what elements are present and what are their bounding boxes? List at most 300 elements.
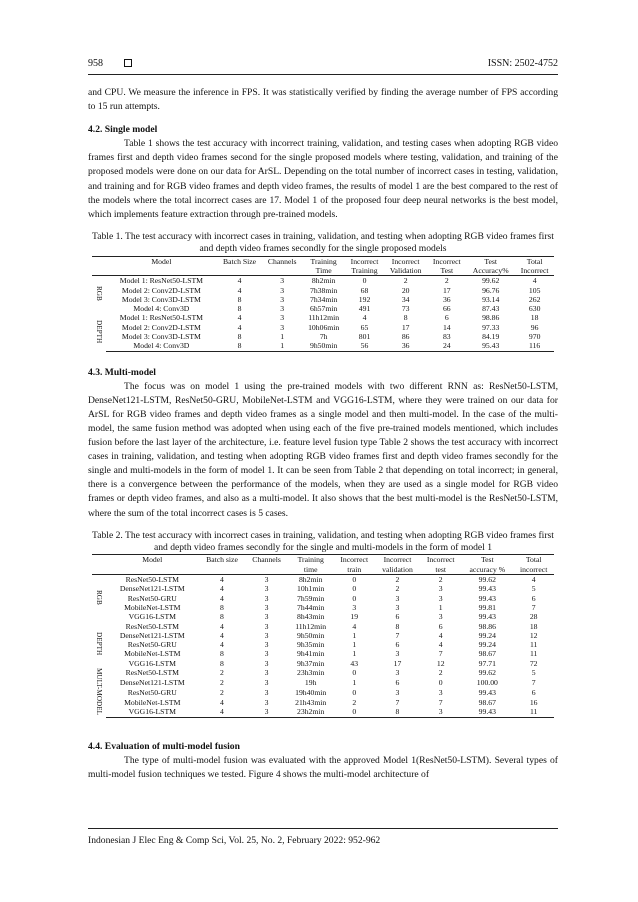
table-cell: 17	[442, 285, 451, 295]
table-cell: 2	[220, 687, 224, 697]
section-4-2-paragraph: Table 1 shows the test accuracy with incorrect training, validation, and testing cases when adopting RGB video frames first and depth video frames second for the single proposed models where testing, validation, and training of the proposed models were done on our data for ArSL. Depending on the total number of incorrect cases in testing, validation, and training and for RGB video frames and depth video frames, the results of model 1 are the best compared to the rest of the models where the total incorrect cases are 17. Model 1 of the proposed four deep neural networks is the best model, which implements feature extraction through pre-trained models.	[88, 138, 558, 220]
group-label-cell	[92, 276, 106, 314]
column-header	[106, 565, 199, 575]
table-cell: 8	[395, 621, 400, 631]
table-cell: 93.14	[482, 294, 500, 304]
table-cell: 1	[352, 649, 357, 659]
group-label: RGB	[95, 286, 103, 302]
column-header: Model	[106, 256, 217, 266]
table-cell: 4	[362, 313, 367, 323]
table-cell: 491	[358, 304, 371, 314]
table-cell: 8	[217, 341, 263, 351]
table-cell: 4	[199, 707, 246, 717]
header-row	[92, 266, 554, 276]
table-1	[92, 256, 554, 352]
table-cell: 3	[438, 584, 443, 594]
table-cell: DenseNet121-LSTM	[119, 584, 185, 594]
table-row	[92, 622, 554, 631]
table-cell: 7	[395, 697, 400, 707]
column-header: Channels	[245, 555, 287, 565]
table-cell: 11h12min	[308, 313, 340, 323]
table-cell: 8	[237, 332, 242, 342]
footer-rule	[88, 828, 558, 829]
table-cell: MobileNet-LSTM	[124, 602, 181, 612]
table-row	[92, 603, 554, 612]
column-header: Total	[515, 256, 554, 266]
column-header: Training	[345, 266, 384, 276]
table-cell: 3	[264, 612, 269, 622]
table-cell: 17	[401, 322, 410, 332]
table-cell: 19h	[304, 678, 317, 687]
table-cell: 3	[280, 313, 285, 323]
table-row	[92, 295, 554, 304]
table-cell: 99.43	[461, 707, 513, 717]
table-cell: 3	[438, 612, 443, 622]
table-cell: 3	[395, 593, 400, 603]
group-header-cell	[92, 555, 106, 565]
table-cell: 6	[395, 640, 400, 650]
table-cell: 3	[280, 276, 285, 286]
table-cell: 3	[395, 602, 400, 612]
table-cell: 95.43	[466, 341, 515, 351]
table-cell: 9h50min	[302, 341, 345, 351]
table-cell: 96	[530, 322, 539, 332]
table-cell: 3	[264, 697, 269, 707]
table-cell: 9h41min	[297, 649, 325, 659]
table-cell: 99.43	[478, 593, 496, 603]
group-header-cell	[92, 256, 106, 266]
table-cell: 18	[530, 313, 539, 323]
column-header: Test	[466, 256, 515, 266]
table-cell: 8	[220, 649, 224, 659]
table-cell: 1	[352, 640, 357, 650]
table-cell: DenseNet121-LSTM	[119, 630, 185, 640]
table-cell: 36	[384, 341, 428, 351]
table-cell: 6	[395, 678, 400, 687]
table-cell: 6	[438, 621, 443, 631]
table-cell: 6	[444, 313, 449, 323]
table-cell: 0	[362, 276, 367, 286]
table-row	[92, 304, 554, 313]
group-label: MULT-MODEL	[95, 668, 103, 716]
table-cell: 23h2min	[288, 707, 334, 717]
column-header: Test	[427, 266, 466, 276]
table-cell: 3	[264, 678, 269, 687]
table-2-caption: Table 2. The test accuracy with incorrect cases in training, validation, and testing when adopting RGB video frames first and depth video frames secondly for the single and multi-models in the form of model 1	[92, 529, 554, 554]
table-cell: 2	[444, 276, 449, 286]
table-cell: 8	[403, 313, 408, 323]
table-cell: 3	[280, 294, 285, 304]
table-cell: ResNet50-LSTM	[125, 575, 179, 585]
table-row	[92, 584, 554, 593]
table-cell: 19	[350, 612, 359, 622]
table-cell: 2	[395, 584, 400, 594]
table-cell: 28	[529, 612, 538, 622]
table-cell: 3	[264, 575, 269, 585]
page-number: 958	[88, 58, 103, 69]
table-cell: 11	[513, 707, 554, 717]
table-cell: 3	[264, 658, 269, 668]
table-cell: ResNet50-GRU	[127, 593, 177, 603]
table-cell: 6h57min	[309, 304, 338, 314]
group-label: DEPTH	[95, 319, 103, 343]
column-header: Incorrect	[345, 256, 384, 266]
table-cell: 3	[245, 707, 287, 717]
table-cell: 99.43	[478, 612, 496, 622]
table-cell: 8	[220, 658, 224, 668]
table-cell: 97.33	[482, 322, 500, 332]
group-header-cell	[92, 565, 106, 575]
group-label: DEPTH	[95, 632, 103, 656]
table-cell: MobileNet-LSTM	[124, 697, 181, 707]
table-cell: 2	[220, 668, 224, 678]
table-cell: 17	[393, 658, 402, 668]
table-cell: 99.24	[478, 640, 496, 650]
group-header-cell	[92, 266, 106, 276]
table-cell: 20	[401, 285, 410, 295]
table-cell: 99.43	[478, 584, 496, 594]
column-header: train	[334, 565, 375, 575]
table-cell: 3	[264, 621, 269, 631]
table-cell: 99.62	[482, 276, 500, 286]
group-label-cell	[92, 575, 106, 622]
table-cell: Model 2: Conv2D-LSTM	[121, 285, 201, 295]
column-header: Total	[513, 555, 554, 565]
column-header: incorrect	[513, 565, 554, 575]
table-cell: 3	[438, 593, 443, 603]
column-header: Accuracy%	[466, 266, 515, 276]
table-cell: 4	[532, 276, 537, 286]
table-cell: 10h1min	[297, 584, 325, 594]
table-cell: 801	[358, 332, 371, 342]
table-cell: 7h34min	[309, 294, 338, 304]
column-header	[262, 266, 302, 276]
table-cell: 5	[531, 584, 536, 594]
table-cell: 8h43min	[297, 612, 325, 622]
table-row	[92, 631, 554, 640]
table-cell: 4	[220, 584, 224, 594]
table-cell: 7	[531, 602, 536, 612]
table-cell: 4	[352, 621, 357, 631]
table-cell: 11h12min	[295, 621, 327, 631]
table-cell: VGG16-LSTM	[128, 658, 176, 668]
table-cell: DenseNet121-LSTM	[119, 678, 185, 687]
table-cell: 84.19	[482, 332, 500, 342]
header-rule	[88, 74, 558, 75]
table-cell: 4	[237, 285, 242, 295]
group-label-cell	[92, 313, 106, 351]
table-cell: 97.71	[478, 658, 496, 668]
group-label-cell	[92, 622, 106, 668]
table-row	[92, 697, 554, 707]
table-cell: ResNet50-GRU	[127, 687, 177, 697]
column-header: Training	[302, 256, 345, 266]
column-header: Batch size	[199, 555, 246, 565]
table-cell: 2	[438, 668, 443, 678]
table-cell: 7h44min	[297, 602, 325, 612]
table-cell: 1	[352, 678, 357, 687]
column-header: accuracy %	[461, 565, 513, 575]
table-cell: 7h59min	[297, 593, 325, 603]
table-cell: 7	[395, 630, 400, 640]
table-cell: 4	[237, 313, 242, 323]
table-cell: 1	[280, 332, 285, 342]
running-footer: Indonesian J Elec Eng & Comp Sci, Vol. 25, No. 2, February 2022: 952-962	[88, 835, 381, 846]
column-header: Validation	[384, 266, 428, 276]
table-cell: 0	[352, 668, 357, 678]
table-cell: 3	[264, 640, 269, 650]
table-row	[92, 332, 554, 341]
issn: ISSN: 2502-4752	[487, 58, 558, 69]
table-cell: 9h35min	[297, 640, 325, 650]
column-header: Test	[461, 555, 513, 565]
column-header: Model	[106, 555, 199, 565]
column-header: Incorrect	[384, 256, 428, 266]
table-cell: 0	[352, 575, 357, 585]
section-heading-4-2: 4.2. Single model	[88, 124, 158, 136]
column-header: Time	[302, 266, 345, 276]
table-cell: 34	[401, 294, 410, 304]
table-cell: 1	[352, 630, 357, 640]
table-cell: 0	[438, 678, 443, 687]
table-cell: 43	[350, 658, 359, 668]
table-row	[92, 649, 554, 658]
table-cell: 5	[531, 668, 536, 678]
table-cell: 1	[438, 602, 443, 612]
column-header: Incorrect	[427, 256, 466, 266]
column-header: time	[288, 565, 334, 575]
table-cell: 3	[264, 649, 269, 659]
table-cell: 83	[442, 332, 451, 342]
table-cell: 12	[436, 658, 445, 668]
table-cell: 0	[352, 593, 357, 603]
table-row	[92, 575, 554, 585]
table-cell: 99.81	[478, 602, 496, 612]
table-cell: 3	[264, 584, 269, 594]
table-cell: 6	[531, 593, 536, 603]
table-cell: 18	[529, 621, 538, 631]
table-cell: 10h06min	[308, 322, 340, 332]
table-cell: Model 4: Conv3D	[133, 304, 190, 314]
column-header: Incorrect	[375, 555, 420, 565]
table-cell: 7	[438, 649, 443, 659]
table-cell: 11	[529, 640, 538, 650]
table-cell: 6	[395, 612, 400, 622]
table-row	[92, 594, 554, 603]
square-icon	[124, 59, 132, 67]
column-header	[245, 565, 287, 575]
table-cell: 970	[528, 332, 541, 342]
table-cell: 116	[515, 341, 554, 351]
column-header: Batch Size	[217, 256, 263, 266]
table-row	[92, 659, 554, 668]
table-row	[92, 668, 554, 678]
table-row	[92, 678, 554, 688]
table-cell: 0	[352, 687, 357, 697]
table-cell: 73	[401, 304, 410, 314]
table-cell: Model 2: Conv2D-LSTM	[121, 322, 201, 332]
column-header	[217, 266, 263, 276]
table-cell: 98.67	[478, 697, 496, 707]
header-row	[92, 256, 554, 266]
table-cell: 1	[262, 341, 302, 351]
table-row	[92, 313, 554, 322]
table-cell: 8	[237, 294, 242, 304]
table-cell: 0	[334, 707, 375, 717]
table-cell: 98.86	[482, 313, 500, 323]
table-cell: 19h40min	[295, 687, 327, 697]
table-cell: 99.43	[478, 687, 496, 697]
table-cell: 3	[280, 285, 285, 295]
intro-paragraph: and CPU. We measure the inference in FPS. It was statistically verified by finding the average number of FPS according to 15 run attempts.	[88, 87, 558, 113]
table-cell: 7	[531, 678, 536, 687]
column-header: test	[420, 565, 461, 575]
table-1-caption: Table 1. The test accuracy with incorrect cases in training, validation, and testing when adopting RGB video frames first and depth video frames secondly for the single proposed models	[92, 230, 554, 255]
column-header: Channels	[262, 256, 302, 266]
table-cell: 24	[427, 341, 466, 351]
table-cell: 23h3min	[297, 668, 325, 678]
table-cell: 3	[395, 687, 400, 697]
table-cell: 4	[237, 276, 242, 286]
table-cell: 3	[264, 687, 269, 697]
table-row	[92, 612, 554, 621]
table-cell: VGG16-LSTM	[128, 612, 176, 622]
table-cell: 86	[401, 332, 410, 342]
table-cell: 9h37min	[297, 658, 325, 668]
table-cell: 2	[220, 678, 224, 687]
header-row	[92, 555, 554, 565]
group-label: RGB	[95, 589, 103, 605]
section-heading-4-4: 4.4. Evaluation of multi-model fusion	[88, 740, 240, 752]
table-cell: 2	[438, 575, 443, 585]
table-cell: 3	[420, 707, 461, 717]
table-cell: 4	[438, 640, 443, 650]
table-cell: 66	[442, 304, 451, 314]
table-cell: 8	[220, 612, 224, 622]
table-cell: 3	[395, 668, 400, 678]
table-cell: 2	[403, 276, 408, 286]
table-cell: 0	[352, 584, 357, 594]
table-cell: 14	[442, 322, 451, 332]
table-cell: 65	[360, 322, 369, 332]
table-cell: 8	[220, 602, 224, 612]
section-heading-4-3: 4.3. Multi-model	[88, 366, 156, 378]
table-cell: 8h2min	[298, 575, 323, 585]
table-row	[92, 276, 554, 286]
table-cell: 3	[264, 668, 269, 678]
table-cell: 36	[442, 294, 451, 304]
table-cell: 87.43	[482, 304, 500, 314]
table-cell: 72	[529, 658, 538, 668]
table-cell: 3	[352, 602, 357, 612]
table-cell: 4	[220, 593, 224, 603]
column-header: Training	[288, 555, 334, 565]
table-cell: 4	[220, 621, 224, 631]
table-cell: 630	[528, 304, 541, 314]
table-cell: 4	[531, 575, 536, 585]
table-cell: 2	[395, 575, 400, 585]
table-cell: 4	[220, 697, 224, 707]
table-cell: 4	[220, 630, 224, 640]
table-cell: 96.76	[482, 285, 500, 295]
table-cell: Model 1: ResNet50-LSTM	[119, 276, 204, 286]
table-cell: 99.24	[478, 630, 496, 640]
column-header	[106, 266, 217, 276]
table-cell: 68	[360, 285, 369, 295]
group-label-cell	[92, 668, 106, 717]
column-header: validation	[375, 565, 420, 575]
table-cell: 99.62	[478, 575, 496, 585]
table-cell: 3	[264, 602, 269, 612]
table-cell: 9h50min	[297, 630, 325, 640]
table-row	[92, 323, 554, 332]
table-row	[92, 688, 554, 698]
table-cell: 7h38min	[309, 285, 338, 295]
table-cell: ResNet50-LSTM	[125, 621, 179, 631]
table-cell: VGG16-LSTM	[106, 707, 199, 717]
table-cell: 4	[220, 575, 224, 585]
table-2	[92, 554, 554, 717]
table-cell: 16	[529, 697, 538, 707]
table-cell: ResNet50-LSTM	[125, 668, 179, 678]
table-cell: 192	[358, 294, 371, 304]
table-cell: Model 4: Conv3D	[106, 341, 217, 351]
table-cell: 12	[529, 630, 538, 640]
table-cell: 3	[264, 630, 269, 640]
table-row	[92, 707, 554, 717]
section-4-4-paragraph: The type of multi-model fusion was evaluated with the approved Model 1(ResNet50-LSTM). Several types of multi-model fusion techniques we tested. Figure 4 shows the multi-model architecture of	[88, 754, 558, 781]
table-cell: 4	[438, 630, 443, 640]
table-cell: 262	[528, 294, 541, 304]
table-cell: 3	[280, 304, 285, 314]
section-4-3-paragraph: The focus was on model 1 using the pre-trained models with two different RNN as: ResNet50-LSTM, DenseNet121-LSTM, ResNet50-GRU, MobileNet-LSTM and VGG16-LSTM, where they were trained on our data for ArSL for RGB video frames and depth video frames as a single model and then multi-model. In the case of the multi-model, the same fusion method was adopted when using each of the five pre-trained models mentioned, which includes fusion before the last layer of the architecture, i.e. feature level fusion type Table 2 shows the test accuracy with incorrect cases in training, validation, and testing when adopting RGB video frames first and depth video frames secondly for the single and multi-models in the form of model 1. It can be seen from Table 2 that depending on total incorrect; in general, there is a convergence between the performance of the models, when they are used as a single model for RGB video frames or depth video frames, and also as a multi-model. It also shows that the best multi-model is the ResNet50-LSTM, where the sum of the total incorrect cases is 5 cases.	[88, 380, 558, 519]
table-cell: Model 3: Conv3D-LSTM	[121, 294, 201, 304]
table-cell: Model 3: Conv3D-LSTM	[121, 332, 201, 342]
body-content	[88, 86, 558, 791]
header-row	[92, 565, 554, 575]
table-row	[92, 640, 554, 649]
table-cell: 3	[395, 649, 400, 659]
column-header	[199, 565, 246, 575]
column-header: Incorrect	[515, 266, 554, 276]
column-header: Incorrect	[420, 555, 461, 565]
running-header	[88, 58, 558, 78]
table-row	[92, 286, 554, 295]
table-cell: 6	[531, 687, 536, 697]
table-cell: 3	[280, 322, 285, 332]
table-cell: MobileNet-LSTM	[124, 649, 181, 659]
table-cell: 100.00	[476, 678, 498, 687]
table-cell: 105	[528, 285, 541, 295]
column-header: Incorrect	[334, 555, 375, 565]
table-cell: 98.86	[478, 621, 496, 631]
table-cell: Model 1: ResNet50-LSTM	[119, 313, 204, 323]
table-cell: 8h2min	[311, 276, 336, 286]
table-cell: 7h	[319, 332, 328, 342]
table-cell: 98.67	[478, 649, 496, 659]
table-cell: 56	[345, 341, 384, 351]
table-cell: 4	[237, 322, 242, 332]
table-cell: 21h43min	[295, 697, 327, 707]
table-cell: 7	[438, 697, 443, 707]
table-cell: 3	[438, 687, 443, 697]
table-cell: 8	[375, 707, 420, 717]
table-cell: 11	[529, 649, 538, 659]
table-cell: 8	[237, 304, 242, 314]
table-cell: 3	[264, 593, 269, 603]
table-cell: ResNet50-GRU	[127, 640, 177, 650]
table-cell: 2	[352, 697, 357, 707]
